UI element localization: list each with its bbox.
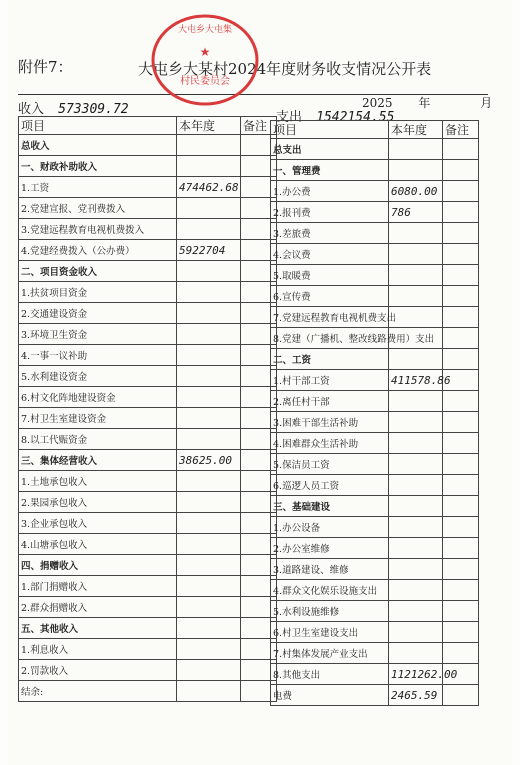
row-item: 4.山塘承包收入 [19,534,177,555]
row-remark [443,475,479,496]
row-item: 1.办公费 [271,181,389,202]
row-remark [443,517,479,538]
row-item: 4.困难群众生活补助 [271,433,389,454]
row-remark [443,328,479,349]
table-row [271,181,479,202]
row-item: 3.环境卫生资金 [19,324,177,345]
row-item: 1.扶贫项目资金 [19,282,177,303]
row-amount [389,223,443,244]
row-amount [177,471,241,492]
row-item: 7.党建远程教育电视机费支出 [271,307,389,328]
table-row [271,517,479,538]
table-row [271,622,479,643]
table-row [271,559,479,580]
row-amount [177,618,241,639]
row-item: 一、财政补助收入 [19,156,177,177]
table-row [19,282,277,303]
col-remark: 备注 [241,117,277,135]
row-item: 总收入 [19,135,177,156]
row-amount: 411578.86 [389,370,443,391]
row-amount [177,366,241,387]
row-amount [177,429,241,450]
expense-amount: 1542154.55 [316,110,395,125]
row-amount [389,286,443,307]
row-amount [177,681,241,702]
row-item: 三、集体经营收入 [19,450,177,471]
table-row [271,433,479,454]
row-amount: 6080.00 [389,181,443,202]
expense-table [270,120,479,706]
year-unit: 年 [418,96,431,110]
table-row [271,412,479,433]
row-amount [389,475,443,496]
row-item: 3.困难干部生活补助 [271,412,389,433]
col-remark: 备注 [443,121,479,139]
table-row [19,492,277,513]
expense-label: 支出 [276,110,303,125]
row-item: 3.企业承包收入 [19,513,177,534]
row-item: 2.交通建设资金 [19,303,177,324]
row-item: 6.巡逻人员工资 [271,475,389,496]
row-item: 4.党建经费拨入（公办费） [19,240,177,261]
row-item: 8.以工代赈资金 [19,429,177,450]
row-amount [177,345,241,366]
row-amount: 38625.00 [177,450,241,471]
table-row [271,496,479,517]
row-amount [177,219,241,240]
table-row [19,450,277,471]
row-item: 1.村干部工资 [271,370,389,391]
row-amount [389,244,443,265]
income-table-header [19,117,277,135]
row-amount [177,135,241,156]
svg-text:大屯乡大屯集: 大屯乡大屯集 [177,25,233,35]
row-remark [443,685,479,706]
income-line [18,98,129,117]
table-row [271,685,479,706]
table-row [271,538,479,559]
row-remark [443,160,479,181]
table-row [19,660,277,681]
row-item: 3.道路建设、维修 [271,559,389,580]
table-row [19,345,277,366]
table-row [19,597,277,618]
row-item: 一、管理费 [271,160,389,181]
row-item: 1.工资 [19,177,177,198]
table-row [19,408,277,429]
row-amount [389,580,443,601]
row-remark [443,391,479,412]
row-item: 2.办公室维修 [271,538,389,559]
table-row [271,643,479,664]
row-amount [389,412,443,433]
row-item: 2.罚款收入 [19,660,177,681]
table-row [271,223,479,244]
row-remark [443,433,479,454]
row-item: 2.报刊费 [271,202,389,223]
row-amount [177,555,241,576]
table-row [271,664,479,685]
table-row [271,580,479,601]
row-item: 2.群众捐赠收入 [19,597,177,618]
table-row [19,156,277,177]
year-value: 2025 [362,96,393,110]
table-row [19,429,277,450]
col-year: 本年度 [177,117,241,135]
row-remark [443,580,479,601]
row-remark [443,244,479,265]
row-item: 6.宣传费 [271,286,389,307]
table-row [271,139,479,160]
table-row [271,307,479,328]
row-remark [443,412,479,433]
row-amount [177,303,241,324]
row-item: 7.村卫生室建设资金 [19,408,177,429]
table-row [19,513,277,534]
table-row [271,391,479,412]
col-item: 项目 [271,121,389,139]
row-amount: 5922704 [177,240,241,261]
row-amount [389,139,443,160]
row-remark [443,496,479,517]
row-item: 4.一事一议补助 [19,345,177,366]
table-row [19,219,277,240]
row-item: 5.水利建设资金 [19,366,177,387]
row-item: 8.其他支出 [271,664,389,685]
row-remark [443,349,479,370]
row-item: 2.果园承包收入 [19,492,177,513]
row-item: 6.村文化阵地建设资金 [19,387,177,408]
row-item: 三、基础建设 [271,496,389,517]
row-amount: 1121262.00 [389,664,443,685]
row-amount [177,597,241,618]
row-item: 7.村集体发展产业支出 [271,643,389,664]
row-amount [389,496,443,517]
row-amount: 474462.68 [177,177,241,198]
row-remark [443,286,479,307]
table-row [19,324,277,345]
table-row [19,555,277,576]
row-remark [443,181,479,202]
row-remark [443,139,479,160]
table-row [271,370,479,391]
row-item: 电费 [271,685,389,706]
table-row [19,576,277,597]
row-amount [177,261,241,282]
row-amount: 786 [389,202,443,223]
month-unit: 月 [480,96,493,110]
row-remark [443,643,479,664]
row-amount [389,601,443,622]
table-row [271,454,479,475]
table-row [19,177,277,198]
row-item: 总支出 [271,139,389,160]
row-item: 4.群众文化娱乐设施支出 [271,580,389,601]
row-remark [443,538,479,559]
row-amount [389,307,443,328]
svg-text:村民委员会: 村民委员会 [180,76,230,87]
table-row [19,135,277,156]
table-row [271,328,479,349]
table-row [19,618,277,639]
table-row [271,349,479,370]
table-row [271,244,479,265]
row-item: 5.取暖费 [271,265,389,286]
row-amount [389,349,443,370]
row-remark [443,454,479,475]
row-amount [389,160,443,181]
row-amount [389,538,443,559]
svg-text:★: ★ [199,45,211,59]
seal-stamp [146,12,264,108]
table-row [19,681,277,702]
table-row [271,475,479,496]
row-amount [389,517,443,538]
row-item: 五、其他收入 [19,618,177,639]
row-item: 二、项目资金收入 [19,261,177,282]
row-item: 2.离任村干部 [271,391,389,412]
row-amount [177,156,241,177]
table-row [271,202,479,223]
row-item: 2.党建宣报、党刊费拨入 [19,198,177,219]
row-item: 四、捐赠收入 [19,555,177,576]
table-row [19,471,277,492]
row-amount [389,391,443,412]
row-amount [177,198,241,219]
row-amount [177,408,241,429]
income-amount: 573309.72 [58,102,129,117]
row-amount [389,433,443,454]
table-row [19,261,277,282]
table-row [19,198,277,219]
row-item: 结余: [19,681,177,702]
row-item: 二、工资 [271,349,389,370]
table-row [19,240,277,261]
row-remark [443,265,479,286]
table-row [19,303,277,324]
row-amount [177,513,241,534]
row-item: 5.保洁员工资 [271,454,389,475]
table-row [271,160,479,181]
row-remark [443,559,479,580]
document-title: 大屯乡大某村2024年度财务收支情况公开表 [138,60,432,78]
income-label: 收入 [18,102,45,117]
row-item: 6.村卫生室建设支出 [271,622,389,643]
row-amount [177,660,241,681]
table-row [271,286,479,307]
row-amount [389,643,443,664]
attachment-label: 附件7： [18,58,73,76]
row-item: 4.会议费 [271,244,389,265]
col-item: 项目 [19,117,177,135]
col-year: 本年度 [389,121,443,139]
row-amount [389,622,443,643]
row-amount [177,639,241,660]
row-amount [177,492,241,513]
row-amount [177,534,241,555]
row-amount [177,387,241,408]
row-amount [389,454,443,475]
table-row [19,639,277,660]
table-row [19,387,277,408]
row-amount [177,324,241,345]
row-remark [443,601,479,622]
row-amount [177,282,241,303]
row-remark [443,202,479,223]
table-row [271,265,479,286]
row-amount [177,576,241,597]
row-amount [389,559,443,580]
table-row [19,534,277,555]
expense-table-header [271,121,479,139]
row-remark [443,622,479,643]
row-amount [389,265,443,286]
row-item: 8.党建（广播机、整改线路费用）支出 [271,328,389,349]
table-row [271,601,479,622]
row-item: 1.部门捐赠收入 [19,576,177,597]
income-table [18,116,277,702]
row-item: 1.办公设备 [271,517,389,538]
row-remark [443,307,479,328]
row-amount: 2465.59 [389,685,443,706]
row-item: 3.差旅费 [271,223,389,244]
table-row [19,366,277,387]
row-item: 3.党建远程教育电视机费拨入 [19,219,177,240]
row-remark [443,223,479,244]
row-item: 5.水利设施维修 [271,601,389,622]
row-item: 1.利息收入 [19,639,177,660]
document-page [8,0,512,765]
row-item: 1.土地承包收入 [19,471,177,492]
